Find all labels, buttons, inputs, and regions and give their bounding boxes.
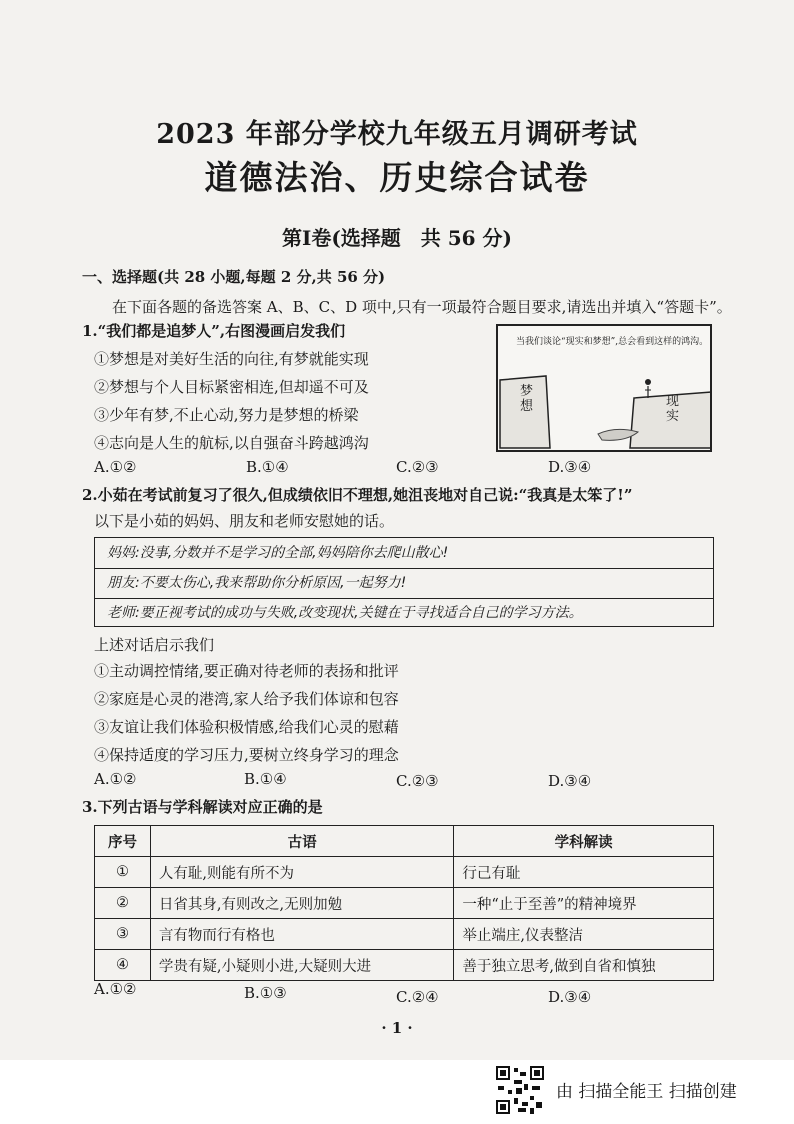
page-number: · 1 ·: [381, 1019, 413, 1037]
q1-stem: 1.“我们都是追梦人”,右图漫画启发我们: [82, 322, 346, 340]
q2-statement: ②家庭是心灵的港湾,家人给予我们体谅和包容: [94, 690, 399, 708]
q1-statement: ②梦想与个人目标紧密相连,但却遥不可及: [94, 378, 369, 396]
table-cell: 善于独立思考,做到自省和慎独: [454, 950, 714, 981]
part-heading: 第Ⅰ卷(选择题 共 56 分): [281, 226, 513, 250]
table-cell: ③: [95, 919, 151, 950]
exam-title: 2023 年部分学校九年级五月调研考试: [156, 119, 638, 150]
header-cell: 序号: [95, 826, 151, 857]
q2-stem-continued: 以下是小茹的妈妈、朋友和老师安慰她的话。: [94, 512, 395, 530]
table-cell: 日省其身,有则改之,无则加勉: [150, 888, 453, 919]
instruction: 在下面各题的备选答案 A、B、C、D 项中,只有一项最符合题目要求,请选出并填入“答题卡”。: [112, 298, 732, 316]
table-cell: ①: [95, 857, 151, 888]
dialogue-line: 朋友:不要太伤心,我来帮助你分析原因,一起努力!: [95, 568, 713, 599]
dialogue-line: 老师:要正视考试的成功与失败,改变现状,关键在于寻找适合自己的学习方法。: [107, 605, 583, 621]
table-cell: ④: [95, 950, 151, 981]
q1-option-c: C.②③: [396, 458, 439, 476]
q1-statement: ④志向是人生的航标,以自强奋斗跨越鸿沟: [94, 434, 369, 452]
q1-option-d: D.③④: [548, 458, 592, 476]
cartoon-label-dream: 梦想: [520, 384, 534, 414]
table-cell: ②: [95, 888, 151, 919]
cartoon-label-reality: 现实: [666, 394, 680, 424]
header-cell: 学科解读: [454, 826, 714, 857]
q2-statement: ①主动调控情绪,要正确对待老师的表扬和批评: [94, 662, 399, 680]
table-cell: 举止端庄,仪表整洁: [454, 919, 714, 950]
q2-lead: 上述对话启示我们: [94, 636, 215, 654]
q2-option-b: B.①④: [244, 770, 287, 788]
q2-stem: 2.小茹在考试前复习了很久,但成绩依旧不理想,她沮丧地对自己说:“我真是太笨了!”: [82, 486, 633, 504]
cartoon-caption: 当我们谈论“现实和梦想”,总会看到这样的鸿沟。: [516, 337, 709, 347]
q3-option-a: A.①②: [94, 980, 137, 998]
table-header-row: [95, 826, 714, 857]
q2-option-d: D.③④: [548, 772, 592, 790]
table-row: [95, 950, 714, 981]
q2-option-c: C.②③: [396, 772, 439, 790]
table-cell: 一种“止于至善”的精神境界: [454, 888, 714, 919]
q1-statement: ①梦想是对美好生活的向往,有梦就能实现: [94, 350, 369, 368]
exam-subtitle: 道德法治、历史综合试卷: [204, 158, 590, 197]
table-row: [95, 919, 714, 950]
q2-statement: ④保持适度的学习压力,要树立终身学习的理念: [94, 746, 399, 764]
dialogue-box: [94, 537, 714, 627]
q1-statement: ③少年有梦,不止心动,努力是梦想的桥梁: [94, 406, 359, 424]
q3-option-b: B.①③: [244, 984, 287, 1002]
table-row: [95, 888, 714, 919]
q3-option-d: D.③④: [548, 988, 592, 1006]
dream-reality-cartoon: [496, 324, 712, 452]
dialogue-line: 妈妈:没事,分数并不是学习的全部,妈妈陪你去爬山散心!: [95, 538, 713, 569]
table-cell: 行己有耻: [454, 857, 714, 888]
header-cell: 古语: [150, 826, 453, 857]
q1-option-a: A.①②: [94, 458, 137, 476]
table-cell: 人有耻,则能有所不为: [150, 857, 453, 888]
scanner-watermark: 由 扫描全能王 扫描创建: [556, 1082, 737, 1102]
table-row: [95, 857, 714, 888]
section-title: 一、选择题(共 28 小题,每题 2 分,共 56 分): [82, 268, 386, 286]
table-cell: 学贵有疑,小疑则小进,大疑则大进: [150, 950, 453, 981]
q3-table: [94, 825, 714, 981]
q2-statement: ③友谊让我们体验积极情感,给我们心灵的慰藉: [94, 718, 399, 736]
qr-code-icon: [494, 1064, 546, 1116]
q3-option-c: C.②④: [396, 988, 439, 1006]
q3-stem: 3.下列古语与学科解读对应正确的是: [82, 798, 323, 816]
q2-option-a: A.①②: [94, 770, 137, 788]
q1-option-b: B.①④: [246, 458, 289, 476]
table-cell: 言有物而行有格也: [150, 919, 453, 950]
